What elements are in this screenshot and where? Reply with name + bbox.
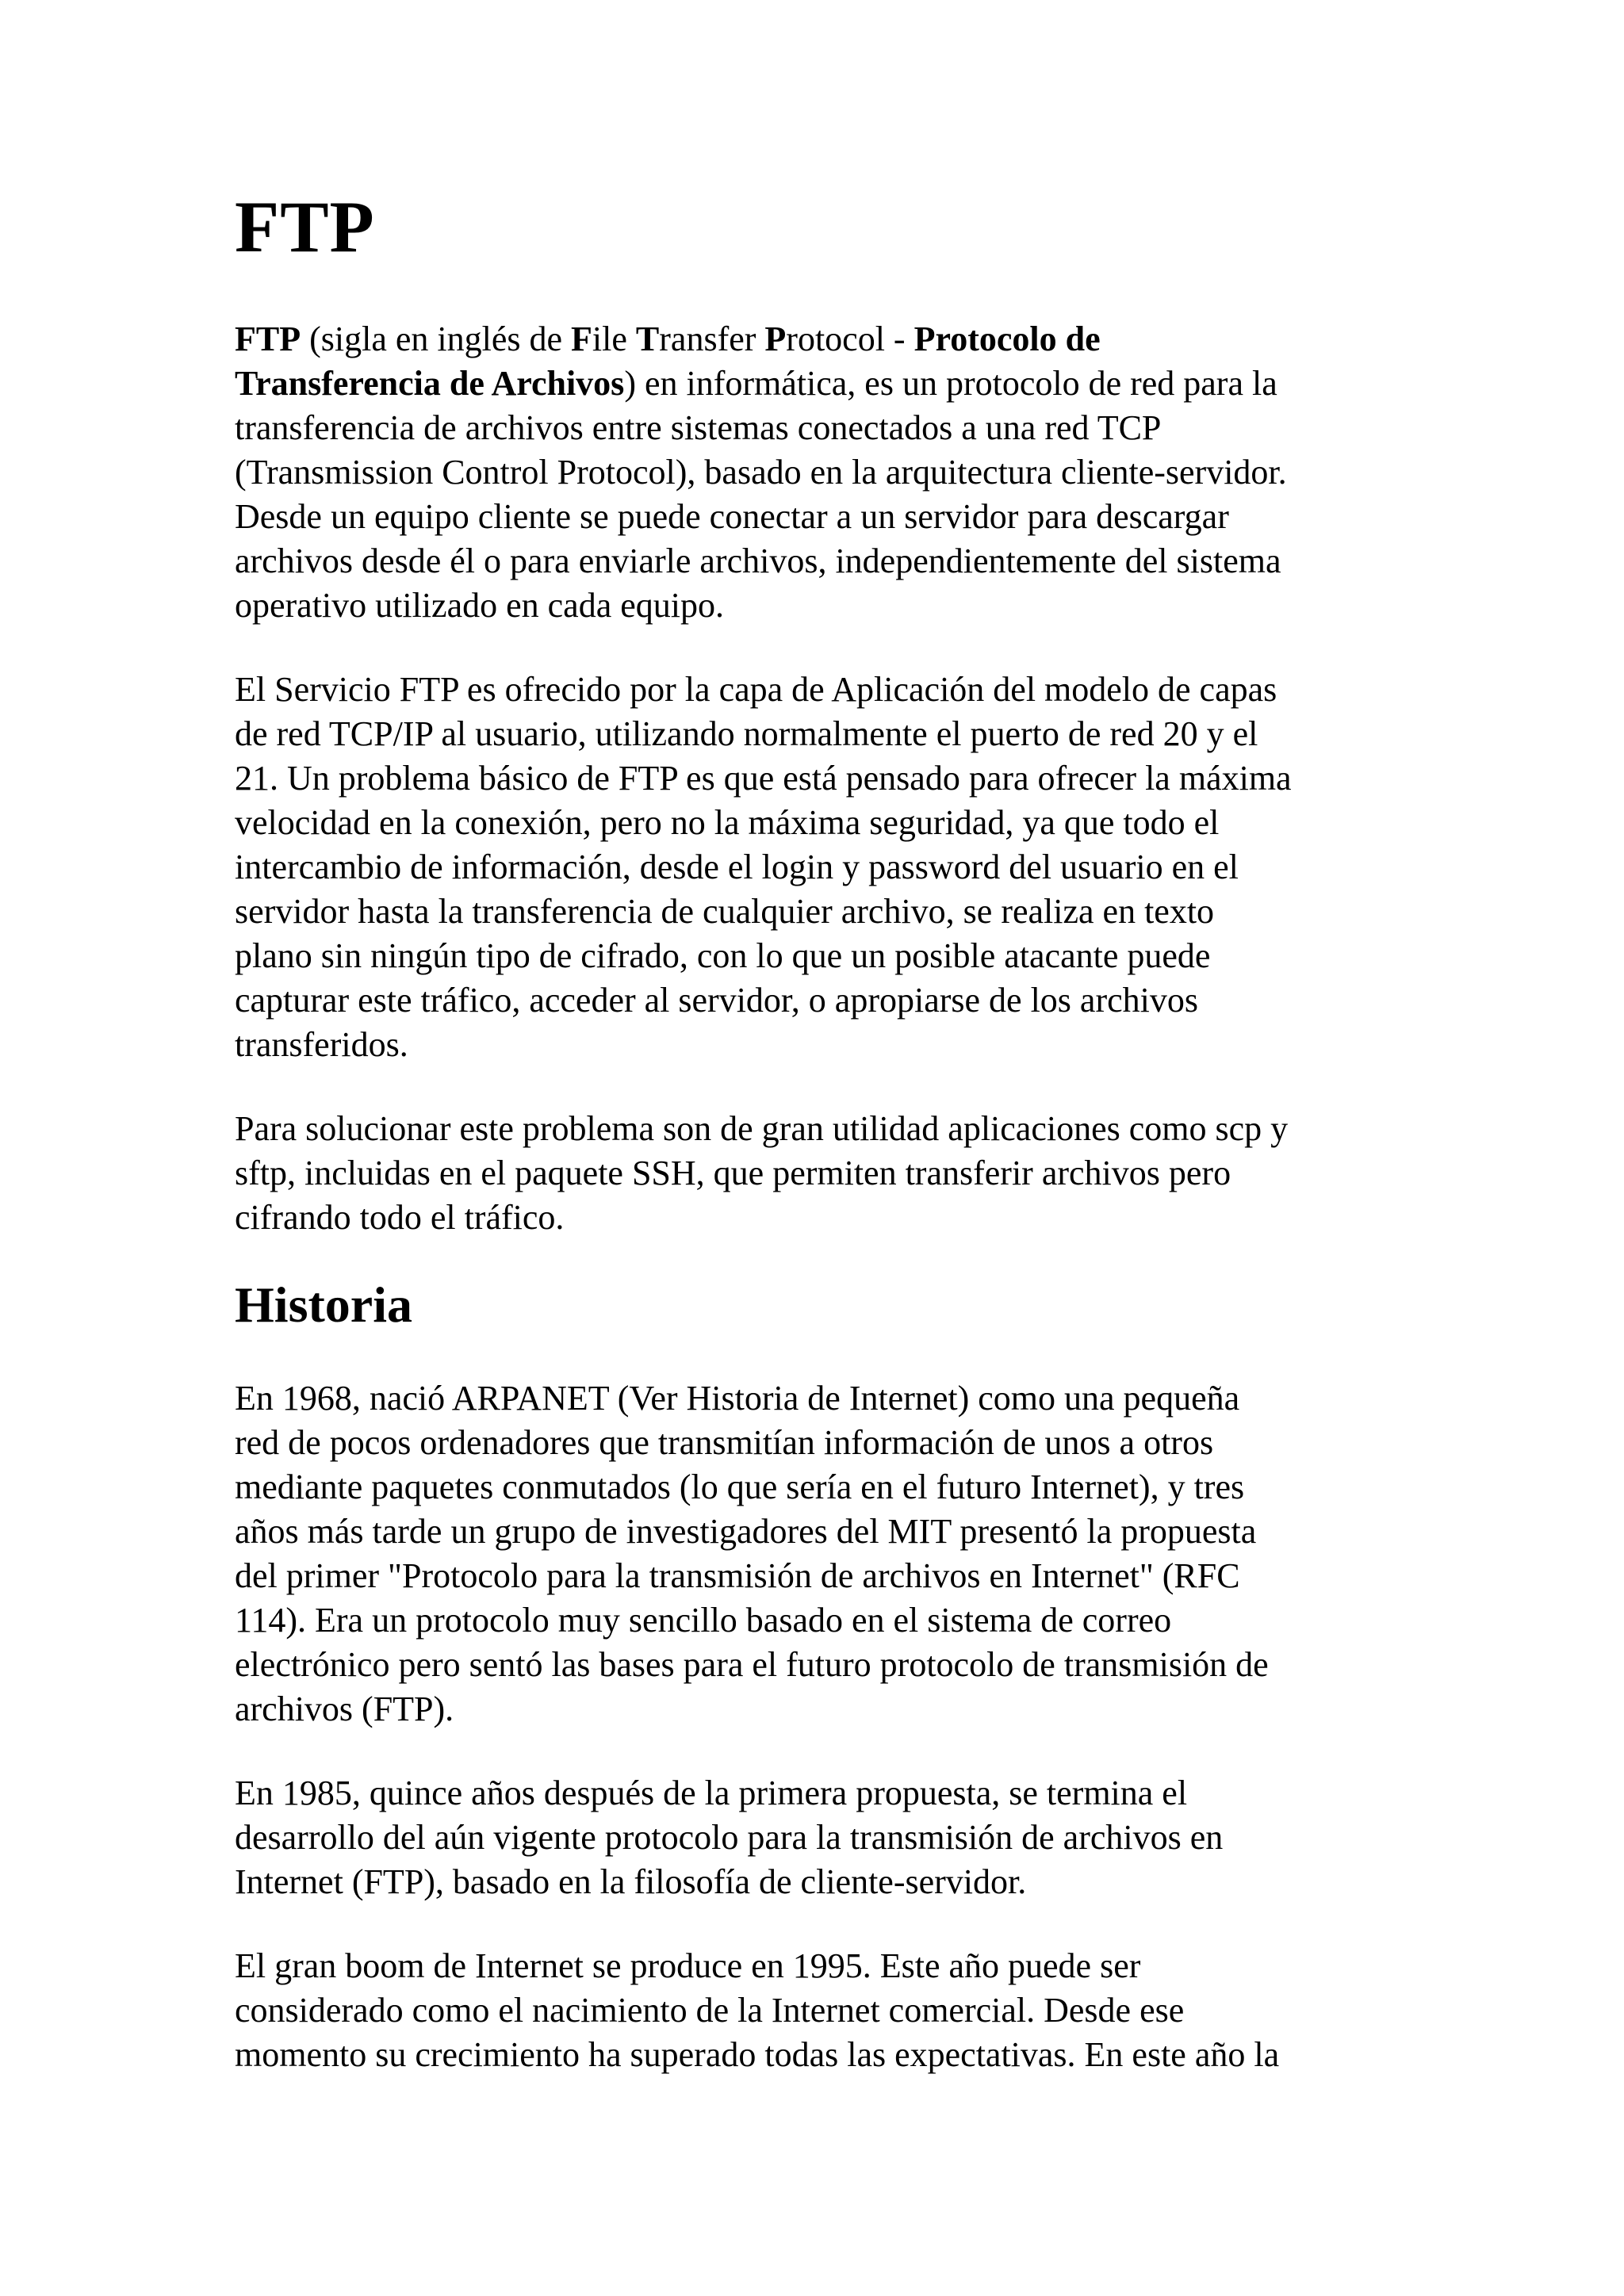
intro-line-4: (Transmission Control Protocol), basado en la arquitectura cliente-servidor. (235, 453, 1287, 492)
text-line: momento su crecimiento ha superado todas las expectativas. En este año la (235, 2035, 1280, 2074)
text-line: del primer "Protocolo para la transmisión de archivos en Internet" (RFC (235, 1556, 1240, 1595)
intro-line-5: Desde un equipo cliente se puede conectar a un servidor para descargar (235, 497, 1229, 536)
history-paragraph-1 (235, 1376, 1424, 1732)
document-page (235, 186, 1424, 2117)
history-heading: Historia (235, 1276, 412, 1333)
text-line: 114). Era un protocolo muy sencillo basado en el sistema de correo (235, 1601, 1172, 1640)
solution-paragraph (235, 1107, 1424, 1240)
text-line: plano sin ningún tipo de cifrado, con lo que un posible atacante puede (235, 936, 1211, 975)
ftp-bold: FTP (235, 320, 301, 358)
text-line: 21. Un problema básico de FTP es que está pensado para ofrecer la máxima (235, 759, 1292, 798)
text-line: velocidad en la conexión, pero no la máxima seguridad, ya que todo el (235, 803, 1220, 842)
text-line: de red TCP/IP al usuario, utilizando normalmente el puerto de red 20 y el (235, 714, 1258, 753)
text-line: capturar este tráfico, acceder al servidor, o apropiarse de los archivos (235, 981, 1198, 1020)
text-line: En 1985, quince años después de la primera propuesta, se termina el (235, 1774, 1188, 1812)
intro-line-1: FTP (sigla en inglés de File Transfer Protocol - Protocolo de (235, 320, 1101, 358)
text-line: intercambio de información, desde el login y password del usuario en el (235, 848, 1239, 886)
text-line: años más tarde un grupo de investigadores del MIT presentó la propuesta (235, 1512, 1257, 1551)
text-line: En 1968, nació ARPANET (Ver Historia de Internet) como una pequeña (235, 1379, 1240, 1418)
text-line: considerado como el nacimiento de la Internet comercial. Desde ese (235, 1991, 1185, 2030)
text-line: archivos (FTP). (235, 1689, 454, 1728)
intro-paragraph (235, 317, 1424, 628)
text-line: El gran boom de Internet se produce en 1995. Este año puede ser (235, 1946, 1141, 1985)
text-line: electrónico pero sentó las bases para el futuro protocolo de transmisión de (235, 1645, 1269, 1684)
intro-line-2: Transferencia de Archivos) en informática, es un protocolo de red para la (235, 364, 1277, 403)
service-paragraph (235, 668, 1424, 1067)
history-paragraph-3 (235, 1944, 1424, 2077)
history-paragraph-2 (235, 1771, 1424, 1904)
text-line: servidor hasta la transferencia de cualquier archivo, se realiza en texto (235, 892, 1215, 931)
text-line: El Servicio FTP es ofrecido por la capa de Aplicación del modelo de capas (235, 670, 1277, 709)
text-line: desarrollo del aún vigente protocolo para la transmisión de archivos en (235, 1818, 1224, 1857)
text-line: transferidos. (235, 1025, 408, 1064)
page-title: FTP (235, 186, 375, 267)
intro-line-6: archivos desde él o para enviarle archivos, independientemente del sistema (235, 541, 1281, 580)
text-line: cifrando todo el tráfico. (235, 1198, 565, 1237)
text-line: sftp, incluidas en el paquete SSH, que permiten transferir archivos pero (235, 1154, 1231, 1192)
text-line: Para solucionar este problema son de gran utilidad aplicaciones como scp y (235, 1109, 1289, 1148)
text-line: Internet (FTP), basado en la filosofía de cliente-servidor. (235, 1862, 1027, 1901)
intro-line-7: operativo utilizado en cada equipo. (235, 586, 724, 625)
intro-line-3: transferencia de archivos entre sistemas conectados a una red TCP (235, 408, 1162, 447)
text-line: mediante paquetes conmutados (lo que sería en el futuro Internet), y tres (235, 1468, 1245, 1506)
text-line: red de pocos ordenadores que transmitían información de unos a otros (235, 1423, 1214, 1462)
